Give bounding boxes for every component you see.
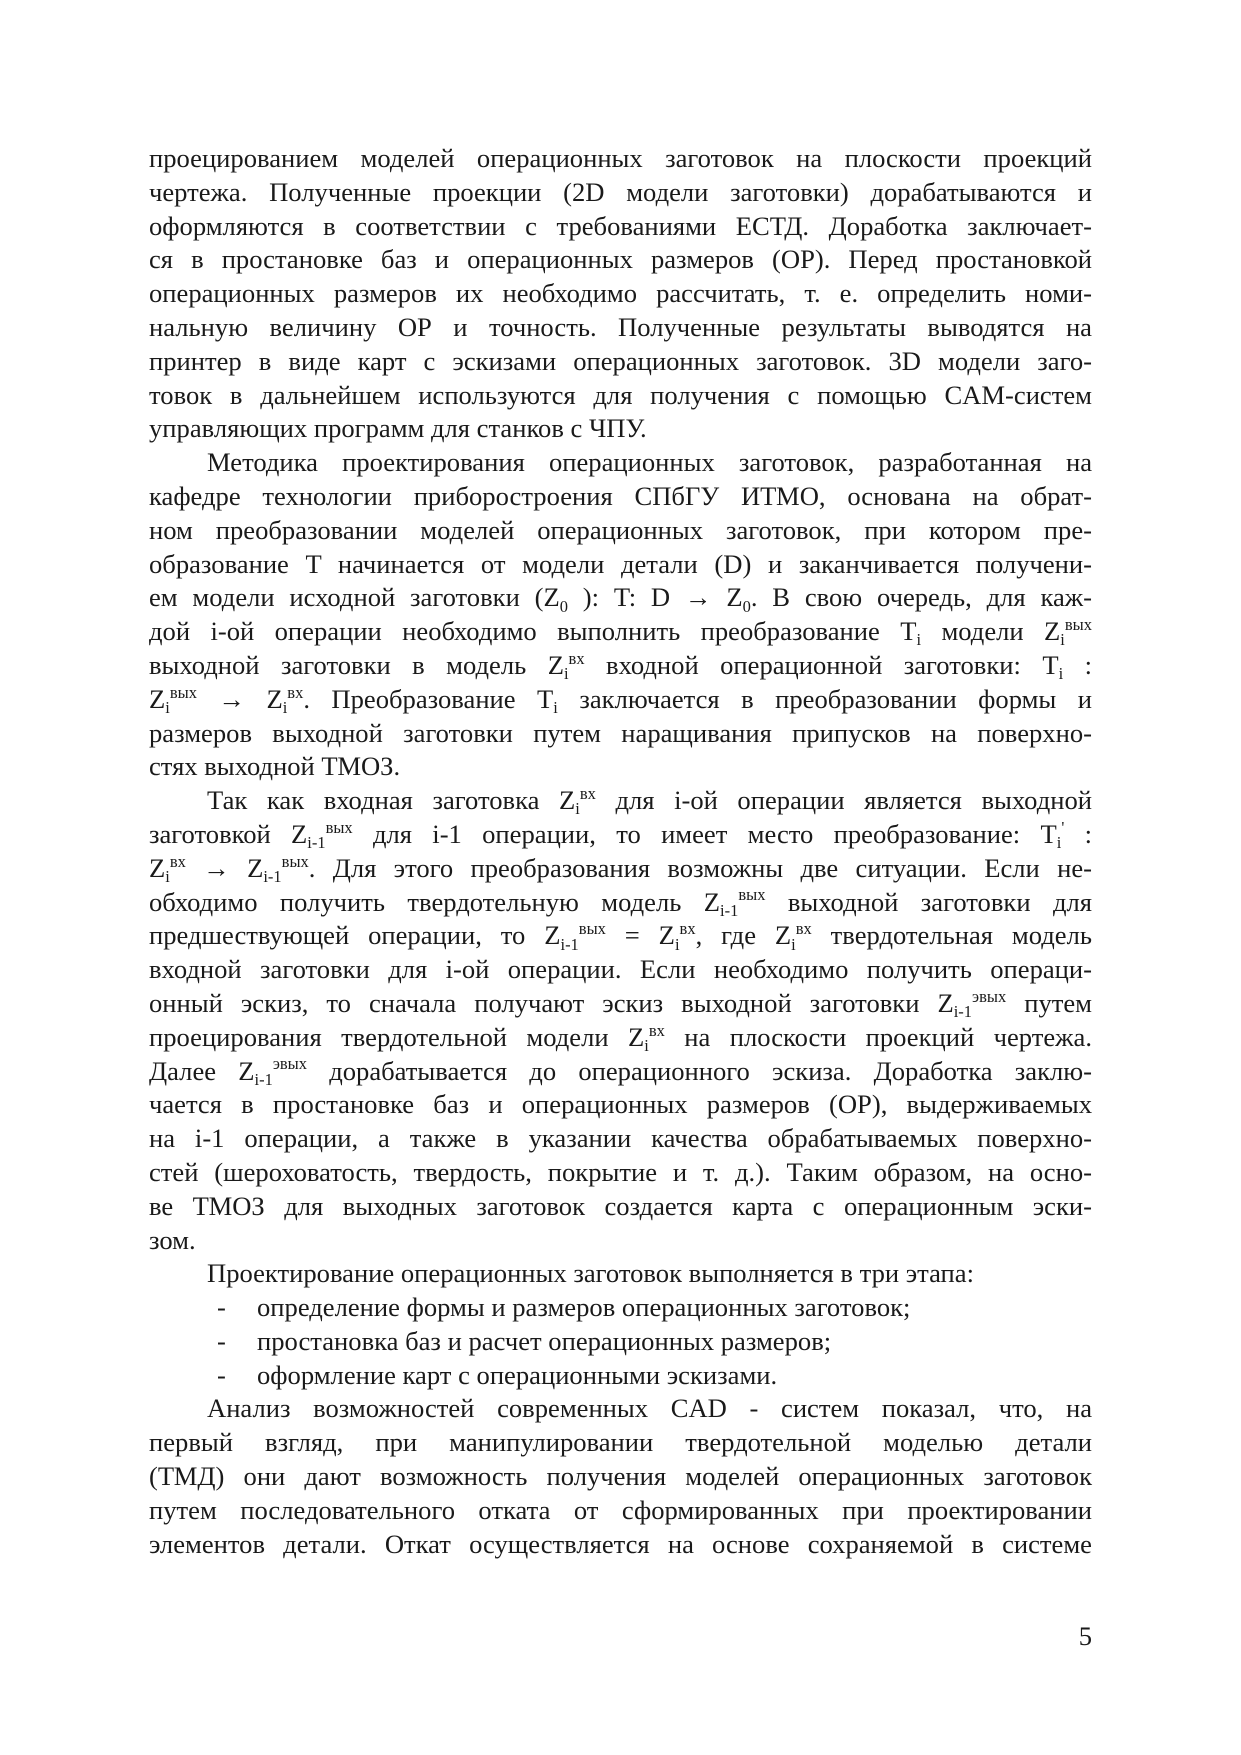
text-line: кафедре технологии приборостроения СПбГУ ИТМО, основана на обрат-	[149, 480, 1092, 511]
text-line: чертежа. Полученные проекции (2D модели заготовки) дорабатываются и	[149, 176, 1092, 207]
text-line: входной заготовки для i-ой операции. Если необходимо получить операци-	[149, 954, 1092, 985]
text-line: заготовкой $Z_{i-1}^{вых}$ для i-1 операции, то имеет место преобразование: $T_i'$ :	[149, 817, 1092, 853]
text-line: ном преобразовании моделей операционных заготовок, при котором пре-	[149, 514, 1092, 545]
text-line: онный эскиз, то сначала получают эскиз выходной заготовки $Z_{i-1}^{эвых}$ путем	[149, 986, 1093, 1022]
text-line: нальную величину ОР и точность. Полученные результаты выводятся на	[149, 311, 1092, 342]
paragraph-start: Анализ возможностей современных CAD - систем показал, что, на	[207, 1393, 1092, 1424]
body-text	[149, 142, 1092, 1561]
list-item: - оформление карт с операционными эскизами.	[149, 1359, 1092, 1393]
text-line: ся в простановке баз и операционных размеров (ОР). Перед простановкой	[149, 244, 1092, 275]
page-number: 5	[1078, 1621, 1092, 1651]
text-line: принтер в виде карт с эскизами операционных заготовок. 3D модели заго-	[149, 345, 1092, 376]
bullet-dash: -	[217, 1292, 226, 1323]
paragraph-start: Так как входная заготовка $Z_i^{вх}$ для i-ой операции является выходной	[207, 783, 1092, 819]
text-line: проецирования твердотельной модели $Z_i^{вх}$ на плоскости проекций чертежа.	[149, 1020, 1093, 1055]
text-line: путем последовательного отката от сформированных при проектировании	[149, 1494, 1092, 1525]
text-line: первый взгляд, при манипулировании твердотельной моделью детали	[149, 1427, 1092, 1458]
text-line: управляющих программ для станков с ЧПУ.	[149, 413, 647, 444]
text-line: $Z_i^{вх} \to Z_{i-1}^{вых}$. Для этого преобразования возможны две ситуации. Если не-	[149, 851, 1092, 886]
text-line: $Z_i^{вых} \to Z_i^{вх}$. Преобразование $T_i$ заключается в преобразовании формы и	[149, 682, 1092, 718]
text-line: проецированием моделей операционных заготовок на плоскости проекций	[149, 143, 1092, 173]
text-line: (ТМД) они дают возможность получения моделей операционных заготовок	[149, 1461, 1092, 1492]
text-line: стей (шероховатость, твердость, покрытие и т. д.). Таким образом, на осно-	[149, 1156, 1092, 1187]
text-line: на i-1 операции, а также в указании качества обрабатываемых поверхно-	[149, 1123, 1092, 1154]
paragraph-start: Методика проектирования операционных заготовок, разработанная на	[207, 447, 1092, 478]
list-item: - определение формы и размеров операционных заготовок;	[149, 1291, 1092, 1325]
text-line: ем модели исходной заготовки ($Z_0$ ): T: $D \to Z_0$. В свою очередь, для каж-	[149, 582, 1092, 616]
text-line: элементов детали. Откат осуществляется на основе сохраняемой в системе	[149, 1528, 1092, 1559]
text-line: Далее $Z_{i-1}^{эвых}$ дорабатывается до операционного эскиза. Доработка заклю-	[149, 1054, 1092, 1089]
text-line: ве ТМОЗ для выходных заготовок создается карта с операционным эски-	[149, 1190, 1092, 1221]
list-item: - простановка баз и расчет операционных размеров;	[149, 1325, 1092, 1359]
text-line: предшествующей операции, то $Z_{i-1}^{вых} = Z_i^{вх}$, где $Z_i^{вх}$ твердотельная модель	[149, 919, 1092, 954]
text-line: операционных размеров их необходимо рассчитать, т. е. определить номи-	[149, 278, 1092, 309]
paragraph-start: Проектирование операционных заготовок выполняется в три этапа:	[207, 1258, 974, 1289]
text-line: зом.	[149, 1224, 196, 1255]
text-line: чается в простановке баз и операционных размеров (ОР), выдерживаемых	[149, 1089, 1092, 1120]
text-line: товок в дальнейшем используются для получения с помощью CAM-систем	[149, 379, 1092, 410]
text-line: размеров выходной заготовки путем наращивания припусков на поверхно-	[149, 717, 1092, 748]
text-line: обходимо получить твердотельную модель $Z_{i-1}^{вых}$ выходной заготовки для	[149, 885, 1092, 920]
text-line: стях выходной ТМОЗ.	[149, 751, 401, 782]
text-line: дой i-ой операции необходимо выполнить преобразование $T_i$ модели $Z_i^{вых}$	[149, 614, 1092, 650]
bullet-dash: -	[217, 1359, 226, 1390]
text-line: оформляются в соответствии с требованиями ЕСТД. Доработка заключает-	[149, 210, 1092, 241]
text-line: образование T начинается от модели детали (D) и заканчивается получени-	[149, 548, 1092, 579]
text-line: выходной заготовки в модель $Z_i^{вх}$ входной операционной заготовки: $T_i$ :	[149, 648, 1092, 684]
bullet-dash: -	[217, 1325, 226, 1356]
